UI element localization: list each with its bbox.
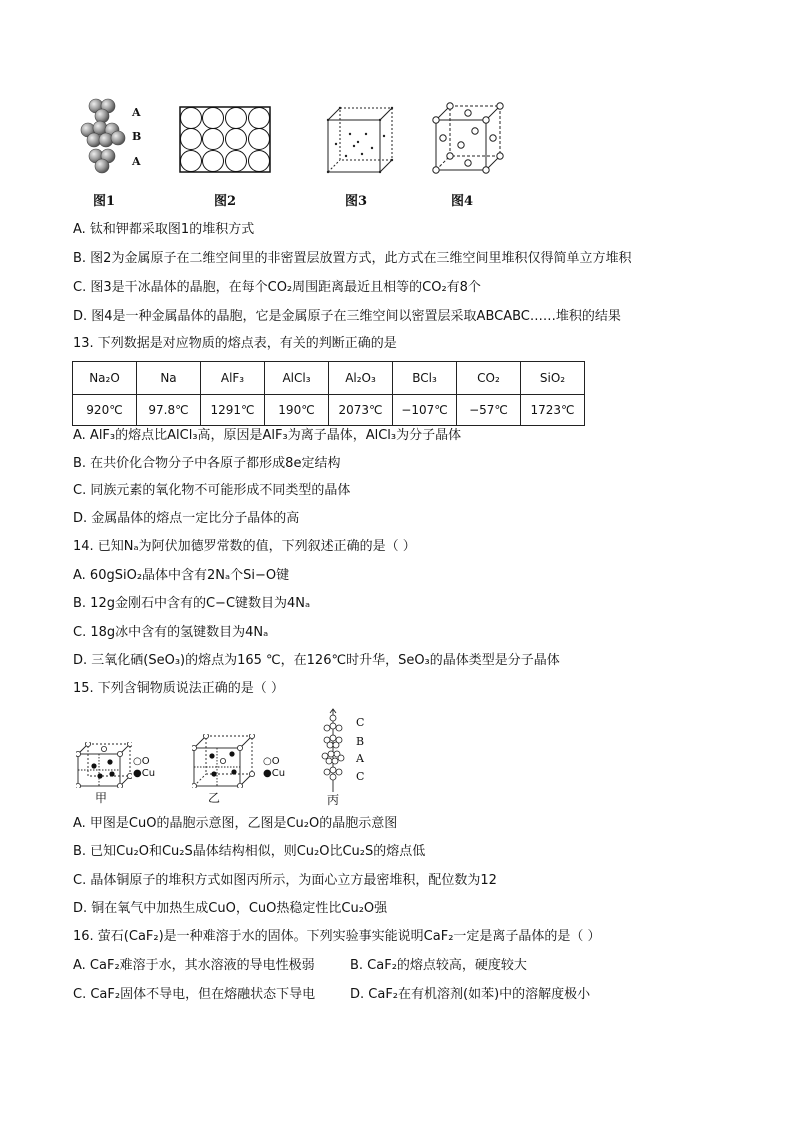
q12-option-d: D. 图4是一种金属晶体的晶胞，它是金属原子在三维空间以密置层采取ABCABC……堆积的结果 xyxy=(73,309,621,324)
q14-option-a: A. 60gSiO₂晶体中含有2Nₐ个Si−O键 xyxy=(73,568,290,583)
layer-letter: A xyxy=(132,155,141,168)
figure-caption: 甲 xyxy=(95,791,108,805)
q12-option-a: A. 钛和钾都采取图1的堆积方式 xyxy=(73,222,255,237)
layer-letter: A xyxy=(356,752,364,765)
q16-option-a: A. CaF₂难溶于水，其水溶液的导电性极弱 xyxy=(73,958,315,973)
table-value-cell: 97.8℃ xyxy=(137,395,201,426)
q14-option-d: D. 三氧化硒(SeO₃)的熔点为165 ℃，在126℃时升华，SeO₃的晶体类型是分子晶体 xyxy=(73,653,560,668)
table-value-cell: 2073℃ xyxy=(329,395,393,426)
table-header-cell: Na₂O xyxy=(73,362,137,395)
layer-letter: C xyxy=(356,770,365,783)
figure-caption: 乙 xyxy=(208,791,221,805)
q13-option-d: D. 金属晶体的熔点一定比分子晶体的高 xyxy=(73,511,300,526)
fig-jia-cuo-cell-image xyxy=(76,742,132,788)
table-value-cell: 1723℃ xyxy=(521,395,585,426)
table-header-cell: SiO₂ xyxy=(521,362,585,395)
q12-option-c: C. 图3是干冰晶体的晶胞，在每个CO₂周围距离最近且相等的CO₂有8个 xyxy=(73,280,481,295)
legend-o: ○O xyxy=(263,756,280,767)
layer-letter: B xyxy=(356,735,365,748)
q16-stem: 16. 萤石(CaF₂)是一种难溶于水的固体。下列实验事实能说明CaF₂一定是离子晶体的是（ ） xyxy=(73,929,601,944)
q13-option-c: C. 同族元素的氧化物不可能形成不同类型的晶体 xyxy=(73,483,351,498)
fig-yi-cu2o-cell-image xyxy=(192,734,256,788)
table-value-cell: −107℃ xyxy=(393,395,457,426)
q15-option-c: C. 晶体铜原子的堆积方式如图丙所示，为面心立方最密堆积，配位数为12 xyxy=(73,873,497,888)
q16-option-d: D. CaF₂在有机溶剂(如苯)中的溶解度极小 xyxy=(350,987,591,1002)
figure-caption: 图4 xyxy=(451,194,474,209)
table-value-cell: 920℃ xyxy=(73,395,137,426)
q14-stem: 14. 已知Nₐ为阿伏加德罗常数的值，下列叙述正确的是（ ） xyxy=(73,539,416,554)
q13-option-b: B. 在共价化合物分子中各原子都形成8e定结构 xyxy=(73,456,341,471)
figure-caption: 图3 xyxy=(345,194,368,209)
table-header-cell: AlF₃ xyxy=(201,362,265,395)
legend-cu: ●Cu xyxy=(133,768,156,779)
figure-caption: 图2 xyxy=(214,194,237,209)
q13-stem: 13. 下列数据是对应物质的熔点表，有关的判断正确的是 xyxy=(73,336,397,351)
q15-option-a: A. 甲图是CuO的晶胞示意图，乙图是Cu₂O的晶胞示意图 xyxy=(73,816,398,831)
fig2-square-layer-image xyxy=(179,106,271,173)
table-header-cell: Na xyxy=(137,362,201,395)
q14-option-b: B. 12g金刚石中含有的C−C键数目为4Nₐ xyxy=(73,596,311,611)
q14-option-c: C. 18g冰中含有的氢键数目为4Nₐ xyxy=(73,625,269,640)
layer-letter: A xyxy=(132,106,141,119)
fig1-stacked-spheres-image xyxy=(74,96,136,176)
table-row xyxy=(73,362,585,395)
fig3-dry-ice-cell-image xyxy=(322,104,396,176)
layer-letter: B xyxy=(132,130,142,143)
q12-option-b: B. 图2为金属原子在二维空间里的非密置层放置方式，此方式在三维空间里堆积仅得简单立方堆积 xyxy=(73,251,632,266)
legend-cu: ●Cu xyxy=(263,768,286,779)
fig-bing-stacking-image xyxy=(315,708,351,792)
table-header-cell: AlCl₃ xyxy=(265,362,329,395)
q15-option-b: B. 已知Cu₂O和Cu₂S晶体结构相似，则Cu₂O比Cu₂S的熔点低 xyxy=(73,844,426,859)
q15-option-d: D. 铜在氧气中加热生成CuO，CuO热稳定性比Cu₂O强 xyxy=(73,901,388,916)
layer-letter: C xyxy=(356,716,365,729)
melting-point-table xyxy=(72,361,585,426)
q15-stem: 15. 下列含铜物质说法正确的是（ ） xyxy=(73,681,284,696)
legend-o: ○O xyxy=(133,756,150,767)
table-row xyxy=(73,395,585,426)
q16-option-b: B. CaF₂的熔点较高，硬度较大 xyxy=(350,958,527,973)
table-header-cell: Al₂O₃ xyxy=(329,362,393,395)
q16-option-c: C. CaF₂固体不导电，但在熔融状态下导电 xyxy=(73,987,316,1002)
figure-caption: 图1 xyxy=(93,194,116,209)
table-value-cell: 1291℃ xyxy=(201,395,265,426)
table-value-cell: 190℃ xyxy=(265,395,329,426)
fig4-fcc-cell-image xyxy=(430,102,506,176)
table-header-cell: CO₂ xyxy=(457,362,521,395)
table-value-cell: −57℃ xyxy=(457,395,521,426)
q13-option-a: A. AlF₃的熔点比AlCl₃高，原因是AlF₃为离子晶体，AlCl₃为分子晶体 xyxy=(73,428,462,443)
table-header-cell: BCl₃ xyxy=(393,362,457,395)
figure-caption: 丙 xyxy=(327,793,340,807)
